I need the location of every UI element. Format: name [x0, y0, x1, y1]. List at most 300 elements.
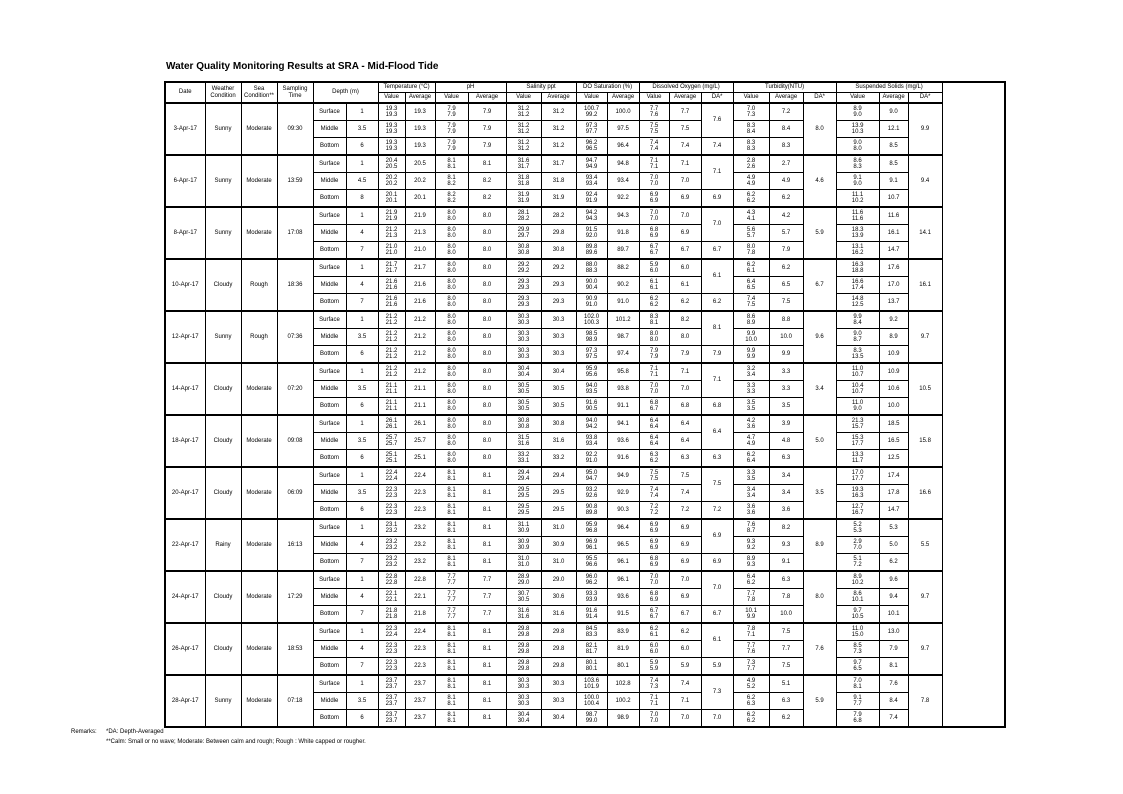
salinity-values-reading-2: 29.4 — [517, 476, 530, 482]
turbidity-average: 4.9 — [769, 173, 803, 190]
suspended-solids-values-reading-2: 5.3 — [853, 528, 862, 534]
turbidity-values-reading-1: 6.2 — [746, 694, 756, 701]
depth-value-cell: 3.5 — [346, 381, 378, 398]
do-saturation-values — [576, 242, 607, 260]
ph-values — [435, 467, 468, 485]
suspended-solids-values — [836, 450, 879, 468]
temperature-values-reading-1: 22.3 — [385, 625, 398, 632]
ph-values-reading-1: 8.0 — [447, 243, 456, 250]
do-saturation-values — [576, 329, 607, 346]
suspended-solids-da: 16.1 — [908, 259, 942, 311]
temperature-values — [378, 502, 405, 520]
do-saturation-average: 91.0 — [607, 294, 639, 312]
depth-value-cell: 1 — [346, 519, 378, 537]
do-saturation-values — [576, 710, 607, 728]
dissolved-oxygen-values — [639, 450, 669, 468]
depth-value-cell: 6 — [346, 398, 378, 416]
salinity-values-reading-1: 30.3 — [517, 677, 530, 684]
turbidity-values-reading-2: 6.5 — [746, 285, 756, 291]
do-saturation-values-reading-2: 99.2 — [585, 112, 598, 118]
salinity-values — [506, 537, 541, 554]
depth-level-cell: Surface — [313, 571, 346, 589]
do-saturation-average: 101.2 — [607, 311, 639, 329]
temperature-values-reading-1: 20.4 — [385, 157, 398, 164]
dissolved-oxygen-average: 7.0 — [669, 710, 701, 728]
temperature-values — [378, 329, 405, 346]
do-saturation-values-reading-1: 94.0 — [585, 382, 598, 389]
do-saturation-average: 97.4 — [607, 346, 639, 364]
dissolved-oxygen-values-reading-1: 6.4 — [649, 417, 659, 424]
salinity-values-reading-2: 33.1 — [517, 458, 530, 464]
do-saturation-values-reading-2: 92.0 — [585, 233, 598, 239]
ph-values-reading-2: 8.1 — [447, 528, 456, 534]
ph-average: 8.1 — [468, 710, 506, 728]
salinity-average: 29.5 — [541, 485, 576, 502]
date-cell: 6-Apr-17 — [165, 155, 205, 207]
dissolved-oxygen-average: 6.0 — [669, 259, 701, 277]
ph-values — [435, 554, 468, 572]
turbidity-values-reading-2: 9.9 — [746, 354, 756, 360]
temperature-values — [378, 173, 405, 190]
turbidity-values-reading-2: 9.3 — [746, 562, 756, 568]
suspended-solids-values-reading-2: 15.7 — [851, 424, 864, 430]
do-saturation-values-reading-2: 89.8 — [585, 510, 598, 516]
table-body — [165, 103, 1005, 727]
suspended-solids-values — [836, 398, 879, 416]
salinity-values-reading-1: 28.9 — [517, 573, 530, 580]
depth-value-cell: 6 — [346, 346, 378, 364]
salinity-values-reading-2: 30.3 — [517, 701, 530, 707]
do-saturation-average: 89.7 — [607, 242, 639, 260]
ph-values-reading-1: 8.1 — [447, 157, 456, 164]
remarks-da-note: *DA: Depth-Averaged — [106, 729, 164, 735]
do-saturation-values — [576, 433, 607, 450]
dissolved-oxygen-values — [639, 519, 669, 537]
dissolved-oxygen-values-reading-2: 5.9 — [649, 666, 659, 672]
table-row — [165, 467, 1005, 485]
turbidity-average: 8.3 — [769, 138, 803, 156]
temperature-average: 23.7 — [405, 693, 435, 710]
dissolved-oxygen-values — [639, 502, 669, 520]
temperature-average: 21.9 — [405, 207, 435, 225]
dissolved-oxygen-values-reading-1: 7.0 — [649, 711, 659, 718]
salinity-average: 29.8 — [541, 641, 576, 658]
suspended-solids-values-reading-1: 8.6 — [853, 157, 862, 164]
suspended-solids-values-reading-2: 9.0 — [853, 181, 862, 187]
salinity-values-reading-2: 31.2 — [517, 129, 530, 135]
dissolved-oxygen-values-reading-2: 7.6 — [649, 112, 659, 118]
temperature-average: 19.3 — [405, 121, 435, 138]
ph-values-reading-1: 8.0 — [447, 278, 456, 285]
turbidity-da: 9.6 — [803, 311, 836, 363]
temperature-values-reading-2: 21.3 — [385, 233, 398, 239]
salinity-average: 31.8 — [541, 173, 576, 190]
ph-values-reading-2: 8.0 — [447, 441, 456, 447]
salinity-values-reading-1: 28.1 — [517, 209, 530, 216]
turbidity-values — [733, 225, 769, 242]
date-cell: 18-Apr-17 — [165, 415, 205, 467]
depth-value-cell: 3.5 — [346, 329, 378, 346]
temperature-values-reading-1: 21.1 — [385, 399, 398, 406]
do-saturation-values — [576, 519, 607, 537]
ph-values — [435, 450, 468, 468]
do-saturation-values-reading-2: 90.5 — [585, 406, 598, 412]
turbidity-values-reading-2: 7.6 — [746, 649, 756, 655]
do-saturation-values-reading-1: 92.2 — [585, 451, 598, 458]
salinity-values — [506, 311, 541, 329]
turbidity-values — [733, 623, 769, 641]
dissolved-oxygen-average: 7.2 — [669, 502, 701, 520]
do-saturation-values-reading-1: 93.4 — [585, 174, 598, 181]
suspended-solids-values — [836, 103, 879, 121]
turbidity-da: 7.6 — [803, 623, 836, 675]
ph-values-reading-2: 8.1 — [447, 476, 456, 482]
date-cell: 20-Apr-17 — [165, 467, 205, 519]
do-saturation-values — [576, 623, 607, 641]
dissolved-oxygen-values-reading-2: 7.0 — [649, 181, 659, 187]
depth-value-cell: 1 — [346, 675, 378, 693]
sea-condition-cell: Moderate — [241, 155, 277, 207]
salinity-values — [506, 277, 541, 294]
dissolved-oxygen-values-reading-1: 7.7 — [649, 105, 659, 112]
temperature-values-reading-1: 19.3 — [385, 122, 398, 129]
suspended-solids-da: 9.9 — [908, 103, 942, 155]
temperature-values-reading-1: 22.4 — [385, 469, 398, 476]
sampling-time-cell: 07:18 — [277, 675, 313, 727]
salinity-values-reading-2: 31.9 — [517, 198, 530, 204]
suspended-solids-average: 18.5 — [879, 415, 908, 433]
dissolved-oxygen-values — [639, 693, 669, 710]
ph-values — [435, 225, 468, 242]
date-cell: 14-Apr-17 — [165, 363, 205, 415]
temperature-values-reading-2: 21.1 — [385, 389, 398, 395]
depth-value-cell: 7 — [346, 658, 378, 676]
dissolved-oxygen-average: 6.3 — [669, 450, 701, 468]
do-saturation-values-reading-1: 90.0 — [585, 278, 598, 285]
do-saturation-values — [576, 381, 607, 398]
temperature-values — [378, 398, 405, 416]
suspended-solids-values — [836, 467, 879, 485]
depth-level-cell: Bottom — [313, 554, 346, 572]
suspended-solids-average: 8.5 — [879, 155, 908, 173]
dissolved-oxygen-da: 7.4 — [701, 138, 733, 156]
salinity-values — [506, 381, 541, 398]
temperature-values-reading-2: 21.2 — [385, 320, 398, 326]
turbidity-values-reading-1: 9.3 — [746, 538, 756, 545]
salinity-values-reading-2: 31.6 — [517, 614, 530, 620]
suspended-solids-da: 14.1 — [908, 207, 942, 259]
depth-value-cell: 1 — [346, 103, 378, 121]
dissolved-oxygen-values-reading-2: 7.0 — [649, 718, 659, 724]
do-saturation-values-reading-1: 88.0 — [585, 261, 598, 268]
ph-values-reading-1: 8.1 — [447, 711, 456, 718]
salinity-values-reading-1: 29.8 — [517, 625, 530, 632]
temperature-average: 21.2 — [405, 329, 435, 346]
temperature-values-reading-2: 19.3 — [385, 129, 398, 135]
subheader-average: Average — [769, 93, 803, 104]
ph-average: 8.0 — [468, 242, 506, 260]
ph-values-reading-2: 8.1 — [447, 718, 456, 724]
dissolved-oxygen-values-reading-2: 7.0 — [649, 216, 659, 222]
turbidity-values-reading-2: 3.6 — [746, 424, 756, 430]
suspended-solids-values-reading-1: 8.6 — [853, 590, 862, 597]
turbidity-values — [733, 311, 769, 329]
suspended-solids-values — [836, 589, 879, 606]
do-saturation-values — [576, 311, 607, 329]
suspended-solids-values-reading-1: 18.3 — [851, 226, 864, 233]
temperature-values-reading-1: 25.7 — [385, 434, 398, 441]
suspended-solids-values-reading-1: 9.0 — [853, 139, 862, 146]
ph-average: 8.1 — [468, 693, 506, 710]
do-saturation-values-reading-1: 97.3 — [585, 347, 598, 354]
ph-average: 8.0 — [468, 294, 506, 312]
ph-values-reading-1: 7.7 — [447, 607, 456, 614]
turbidity-values-reading-1: 7.7 — [746, 642, 756, 649]
suspended-solids-da: 9.4 — [908, 155, 942, 207]
header-turbidity: Turbidity(NTU) — [733, 82, 836, 93]
temperature-values-reading-2: 21.0 — [385, 250, 398, 256]
temperature-values — [378, 381, 405, 398]
temperature-values-reading-2: 23.2 — [385, 562, 398, 568]
suspended-solids-values — [836, 485, 879, 502]
do-saturation-values — [576, 589, 607, 606]
ph-average: 8.1 — [468, 641, 506, 658]
do-saturation-average: 96.1 — [607, 554, 639, 572]
salinity-values-reading-1: 29.4 — [517, 469, 530, 476]
ph-values-reading-1: 8.1 — [447, 469, 456, 476]
turbidity-values — [733, 606, 769, 624]
do-saturation-values-reading-1: 90.8 — [585, 503, 598, 510]
temperature-values — [378, 103, 405, 121]
ph-average: 8.2 — [468, 190, 506, 208]
dissolved-oxygen-average: 6.7 — [669, 242, 701, 260]
turbidity-values-reading-1: 6.4 — [746, 573, 756, 580]
dissolved-oxygen-values-reading-1: 6.9 — [649, 538, 659, 545]
ph-values-reading-1: 7.9 — [447, 139, 456, 146]
turbidity-values-reading-1: 3.5 — [746, 399, 756, 406]
dissolved-oxygen-da: 8.1 — [701, 311, 733, 346]
salinity-values — [506, 710, 541, 728]
suspended-solids-values-reading-2: 10.7 — [851, 389, 864, 395]
depth-level-cell: Surface — [313, 363, 346, 381]
suspended-solids-values-reading-2: 8.3 — [853, 164, 862, 170]
ph-values-reading-1: 8.0 — [447, 347, 456, 354]
sea-condition-cell: Moderate — [241, 207, 277, 259]
temperature-average: 23.2 — [405, 537, 435, 554]
temperature-values — [378, 537, 405, 554]
suspended-solids-values-reading-2: 7.7 — [853, 701, 862, 707]
dissolved-oxygen-values-reading-2: 7.4 — [649, 146, 659, 152]
do-saturation-values-reading-1: 93.3 — [585, 590, 598, 597]
ph-values-reading-2: 8.0 — [447, 354, 456, 360]
turbidity-values — [733, 537, 769, 554]
suspended-solids-values-reading-2: 6.8 — [853, 718, 862, 724]
ph-values — [435, 571, 468, 589]
suspended-solids-average: 16.1 — [879, 225, 908, 242]
dissolved-oxygen-da: 7.1 — [701, 155, 733, 190]
ph-values — [435, 502, 468, 520]
dissolved-oxygen-values-reading-2: 7.4 — [649, 493, 659, 499]
salinity-values-reading-1: 30.4 — [517, 365, 530, 372]
suspended-solids-values — [836, 346, 879, 364]
ph-average: 7.7 — [468, 589, 506, 606]
dissolved-oxygen-average: 7.9 — [669, 346, 701, 364]
salinity-average: 30.3 — [541, 675, 576, 693]
dissolved-oxygen-average: 7.4 — [669, 485, 701, 502]
dissolved-oxygen-values — [639, 623, 669, 641]
table-row — [165, 675, 1005, 693]
do-saturation-values-reading-1: 95.9 — [585, 521, 598, 528]
table-row — [165, 259, 1005, 277]
turbidity-values-reading-1: 8.3 — [746, 139, 756, 146]
salinity-values-reading-1: 30.8 — [517, 243, 530, 250]
ph-average: 8.0 — [468, 346, 506, 364]
temperature-average: 22.3 — [405, 502, 435, 520]
turbidity-average: 6.5 — [769, 277, 803, 294]
suspended-solids-values-reading-2: 6.5 — [853, 666, 862, 672]
ph-values-reading-1: 8.0 — [447, 330, 456, 337]
suspended-solids-values-reading-2: 8.4 — [853, 320, 862, 326]
ph-values-reading-2: 7.7 — [447, 580, 456, 586]
suspended-solids-values — [836, 519, 879, 537]
salinity-average: 29.8 — [541, 623, 576, 641]
suspended-solids-values — [836, 381, 879, 398]
ph-values-reading-1: 8.2 — [447, 191, 456, 198]
ph-average: 7.9 — [468, 121, 506, 138]
salinity-values-reading-1: 30.9 — [517, 538, 530, 545]
ph-values-reading-2: 8.0 — [447, 424, 456, 430]
temperature-values — [378, 606, 405, 624]
suspended-solids-average: 12.5 — [879, 450, 908, 468]
header-salinity: Salinity ppt — [506, 82, 576, 93]
salinity-values-reading-2: 28.2 — [517, 216, 530, 222]
dissolved-oxygen-values-reading-1: 7.1 — [649, 157, 659, 164]
dissolved-oxygen-values-reading-1: 5.9 — [649, 659, 659, 666]
do-saturation-values — [576, 294, 607, 312]
ph-average: 8.0 — [468, 207, 506, 225]
do-saturation-values-reading-2: 91.9 — [585, 198, 598, 204]
dissolved-oxygen-values — [639, 329, 669, 346]
temperature-values-reading-2: 22.1 — [385, 597, 398, 603]
dissolved-oxygen-values-reading-2: 6.9 — [649, 528, 659, 534]
salinity-values-reading-1: 29.8 — [517, 642, 530, 649]
salinity-average: 31.0 — [541, 519, 576, 537]
turbidity-values-reading-1: 6.2 — [746, 261, 756, 268]
ph-values-reading-2: 8.2 — [447, 198, 456, 204]
salinity-values-reading-1: 31.2 — [517, 139, 530, 146]
do-saturation-values-reading-2: 94.2 — [585, 424, 598, 430]
depth-value-cell: 7 — [346, 606, 378, 624]
header-date: Date — [165, 82, 205, 103]
table-row — [165, 103, 1005, 121]
ph-values — [435, 485, 468, 502]
depth-value-cell: 8 — [346, 190, 378, 208]
salinity-values — [506, 242, 541, 260]
turbidity-values — [733, 242, 769, 260]
dissolved-oxygen-values — [639, 415, 669, 433]
turbidity-average: 7.2 — [769, 103, 803, 121]
turbidity-da: 8.0 — [803, 103, 836, 155]
turbidity-values-reading-2: 8.3 — [746, 146, 756, 152]
ph-average: 8.0 — [468, 415, 506, 433]
temperature-values-reading-1: 21.1 — [385, 382, 398, 389]
ph-values-reading-2: 8.1 — [447, 684, 456, 690]
suspended-solids-values-reading-1: 7.9 — [853, 711, 862, 718]
temperature-values-reading-1: 21.6 — [385, 295, 398, 302]
salinity-values-reading-1: 31.2 — [517, 122, 530, 129]
ph-values — [435, 589, 468, 606]
suspended-solids-average: 10.6 — [879, 381, 908, 398]
depth-level-cell: Bottom — [313, 190, 346, 208]
temperature-values — [378, 311, 405, 329]
salinity-values-reading-2: 29.0 — [517, 580, 530, 586]
ph-values-reading-1: 7.7 — [447, 573, 456, 580]
do-saturation-values-reading-2: 94.9 — [585, 164, 598, 170]
salinity-values-reading-2: 30.3 — [517, 337, 530, 343]
do-saturation-values-reading-2: 81.7 — [585, 649, 598, 655]
depth-value-cell: 6 — [346, 138, 378, 156]
turbidity-average: 2.7 — [769, 155, 803, 173]
ph-values — [435, 606, 468, 624]
temperature-values-reading-1: 21.2 — [385, 330, 398, 337]
depth-value-cell: 6 — [346, 450, 378, 468]
sea-condition-cell: Moderate — [241, 571, 277, 623]
temperature-values-reading-1: 21.8 — [385, 607, 398, 614]
temperature-average: 23.7 — [405, 675, 435, 693]
do-saturation-average: 96.4 — [607, 138, 639, 156]
header-suspended-solids: Suspended Solids (mg/L) — [836, 82, 942, 93]
ph-values-reading-2: 8.1 — [447, 164, 456, 170]
do-saturation-values-reading-2: 96.6 — [585, 562, 598, 568]
dissolved-oxygen-values-reading-2: 6.2 — [649, 458, 659, 464]
turbidity-values — [733, 381, 769, 398]
turbidity-values-reading-2: 6.1 — [746, 268, 756, 274]
dissolved-oxygen-average: 7.5 — [669, 467, 701, 485]
ph-values-reading-1: 7.7 — [447, 590, 456, 597]
ph-values-reading-2: 8.0 — [447, 458, 456, 464]
suspended-solids-values — [836, 415, 879, 433]
turbidity-average: 9.9 — [769, 346, 803, 364]
do-saturation-values-reading-2: 90.4 — [585, 285, 598, 291]
suspended-solids-values-reading-2: 8.1 — [853, 684, 862, 690]
suspended-solids-average: 17.4 — [879, 467, 908, 485]
ph-average: 8.0 — [468, 450, 506, 468]
depth-level-cell: Bottom — [313, 450, 346, 468]
ph-values — [435, 121, 468, 138]
ph-values-reading-2: 7.7 — [447, 597, 456, 603]
suspended-solids-values-reading-1: 8.5 — [853, 642, 862, 649]
salinity-values — [506, 415, 541, 433]
turbidity-values-reading-1: 8.3 — [746, 122, 756, 129]
suspended-solids-average: 8.9 — [879, 329, 908, 346]
turbidity-average: 7.7 — [769, 641, 803, 658]
suspended-solids-values-reading-2: 10.2 — [851, 580, 864, 586]
ph-values-reading-2: 8.0 — [447, 216, 456, 222]
do-saturation-average: 94.3 — [607, 207, 639, 225]
sea-condition-cell: Moderate — [241, 467, 277, 519]
ph-values-reading-2: 8.1 — [447, 632, 456, 638]
salinity-values — [506, 485, 541, 502]
suspended-solids-da: 9.7 — [908, 623, 942, 675]
temperature-average: 20.5 — [405, 155, 435, 173]
do-saturation-average: 94.8 — [607, 155, 639, 173]
depth-value-cell: 1 — [346, 363, 378, 381]
dissolved-oxygen-values — [639, 190, 669, 208]
dissolved-oxygen-values-reading-1: 7.0 — [649, 209, 659, 216]
salinity-values-reading-2: 30.4 — [517, 718, 530, 724]
do-saturation-average: 96.1 — [607, 571, 639, 589]
dissolved-oxygen-values — [639, 398, 669, 416]
